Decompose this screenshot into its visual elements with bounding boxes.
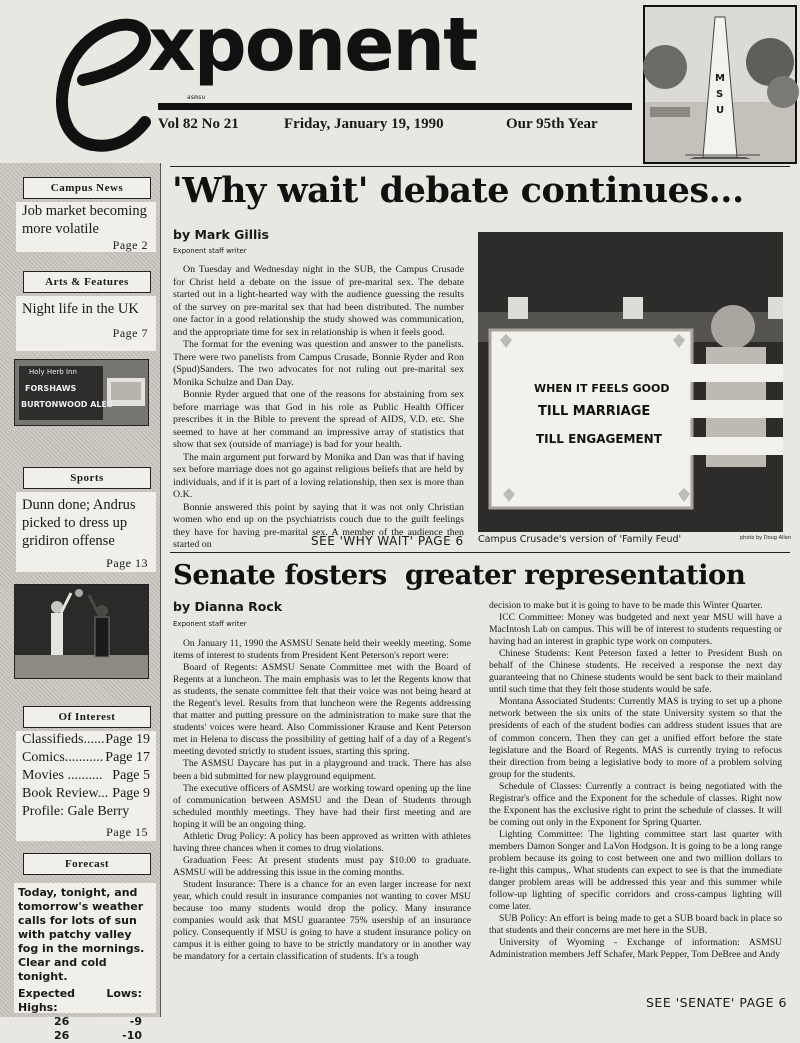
section-label-sports: Sports xyxy=(23,467,151,489)
sign-line: WHEN IT FEELS GOOD xyxy=(534,382,670,395)
story2-credit: Exponent staff writer xyxy=(173,620,247,628)
story2-jump[interactable]: SEE 'SENATE' PAGE 6 xyxy=(646,995,787,1010)
pub-sign-line: BURTONWOOD ALES xyxy=(21,400,113,409)
story2-paragraph: University of Wyoming - Exchange of information: ASMSU Administration members Jeff Schafer, Mark Pepper, Tom DeBree and Andy xyxy=(489,937,782,961)
story2-paragraph: Graduation Fees: At present students must pay $10.00 to graduate. ASMSU will be addressing this issue in the coming months. xyxy=(173,854,471,878)
photo-credit: photo by Doug Allen xyxy=(740,535,792,541)
monument-letter: M xyxy=(715,73,725,84)
profile-page: Page 15 xyxy=(106,825,148,839)
story2-column-1 xyxy=(173,638,471,1014)
pub-sign-line: FORSHAWS xyxy=(25,384,77,393)
logo-e-glyph xyxy=(38,10,148,150)
sports-box xyxy=(16,492,156,572)
forecast-high: 26 xyxy=(54,1029,70,1042)
index-page: Page 9 xyxy=(112,786,150,801)
story1-paragraph: Bonnie Ryder argued that one of the reasons for abstaining from sex before marriage was that God in his role as Public Health Officer prescribes it in the Bible to prevent the spread of AIDS, V.D. etc. She seemed to have at her command an impressive array of statistics that show that sex (outside of marriage) is bad for your health. xyxy=(173,389,464,450)
masthead-rule xyxy=(158,103,632,110)
forecast-high: 26 xyxy=(54,1015,70,1028)
lows-label: Lows: xyxy=(106,987,142,1000)
section-label-campus-news: Campus News xyxy=(23,177,151,199)
index-page: Page 17 xyxy=(105,750,150,765)
highs-label: Expected Highs: xyxy=(18,987,76,1014)
campus-news-box xyxy=(16,202,156,252)
index-row[interactable] xyxy=(16,803,156,821)
masthead xyxy=(0,0,800,163)
forecast-text: Today, tonight, and tomorrow's weather calls for lots of sun with patchy valley fog in the mornings. Clear and cold tonight. xyxy=(18,886,145,983)
story2-paragraph: Student Insurance: There is a chance for an even larger increase for next year, which could result in insurance companies not wanting to cover MSU because too many students would drop the policy. Many insurance companies would ask that MSU guarantee 75% usership of an insurance policy. Consequently if MSU is going to have a student insurance policy on campus it is either going to have to be strictly mandatory or in another way be mandatory for a certain classification of students. It's a tough xyxy=(173,878,471,963)
story2-paragraph: decision to make but it is going to have to be made this Winter Quarter. xyxy=(489,600,763,611)
story2-paragraph: Schedule of Classes: Currently a contract is being negotiated with the Registrar's office and the Exponent for the schedule of classes. Right now the Exponent has the exclusive right to print the schedule of classes. It will be coming out only in the Exponent for Spring Quarter. xyxy=(489,780,782,828)
index-page: Page 19 xyxy=(105,732,150,747)
index-page: Page 5 xyxy=(112,768,150,783)
section-label-of-interest: Of Interest xyxy=(23,706,151,728)
story2-paragraph: The ASMSU Daycare has put in a playground and track. There has also been a bid submitted for new playground equipment. xyxy=(173,758,471,782)
story2-paragraph: SUB Policy: An effort is being made to get a SUB board back in place so that students and their concerns are met here in the SUB. xyxy=(489,913,782,937)
forecast-box xyxy=(14,883,156,1042)
index-name: Profile: Gale Berry xyxy=(22,804,130,819)
story1-paragraph: The main argument put forward by Monika and Dan was that if having sex before marriage does not go against religious beliefs that are held by individuals, and if it is part of a loving relationship, then sex is more than O.K. xyxy=(173,451,464,500)
index-row[interactable] xyxy=(16,749,156,767)
story1-paragraph: On Tuesday and Wednesday night in the SUB, the Campus Crusade for Christ held a debate on the issue of pre-marital sex. The debate started out in a light-hearted way with the audience guessing the results of the survey on pre-marital sex that had been distributed. The number one factor in a good relationship the study showed was communication, and the appropriate time for sex in relationship is when it feels good. xyxy=(173,264,464,338)
forecast-row xyxy=(14,1029,156,1043)
story2-paragraph: Athletic Drug Policy: A policy has been approved as written with athletes having three chances when it comes to drug violations. xyxy=(173,830,471,854)
campus-news-page: Page 2 xyxy=(112,238,148,252)
campus-news-teaser[interactable]: Job market becoming more volatile xyxy=(22,203,147,237)
monument-photo xyxy=(643,5,797,164)
arts-teaser[interactable]: Night life in the UK xyxy=(22,301,139,317)
pub-sign-photo xyxy=(14,359,149,426)
sports-teaser[interactable]: Dunn done; Andrus picked to dress up gridiron offense xyxy=(22,497,136,549)
story2-paragraph: The executive officers of ASMSU are working toward opening up the line of communication between ASMSU and the Dean of Students through scheduled monthly meetings. They have had their first meeting and are hoping it will be an ongoing thing. xyxy=(173,782,471,830)
story2-paragraph: ICC Committee: Money was budgeted and next year MSU will have a MacIntosh Lab on campus. This will be of interest to students requesting or having had an interest in graphic type work on computers. xyxy=(489,612,782,648)
forecast-row xyxy=(14,1015,156,1029)
story1-credit: Exponent staff writer xyxy=(173,247,247,255)
sports-page: Page 13 xyxy=(106,556,148,570)
index-name: Book Review... xyxy=(22,786,109,801)
arts-box xyxy=(16,296,156,351)
of-interest-box xyxy=(16,731,156,841)
story2-paragraph: Montana Associated Students: Currently MAS is trying to set up a phone network between the six units of the state University system so that the presidents of each of the student bodies can address student issues that are of common concern. Then they can get a unified effort before the state legislature and the Board of Regents. MAS is currently trying to refocus their direction from being a legislative body to more of a problem solving group for the students. xyxy=(489,696,782,780)
sign-line: TILL ENGAGEMENT xyxy=(536,432,662,446)
basketball-illustration xyxy=(15,585,148,678)
volume-number: Vol 82 No 21 xyxy=(158,116,239,132)
arts-page: Page 7 xyxy=(112,326,148,340)
mid-rule xyxy=(170,552,790,553)
section-label-forecast: Forecast xyxy=(23,853,151,875)
sign-line: TILL MARRIAGE xyxy=(538,404,651,419)
monument-letter: U xyxy=(716,105,725,116)
forecast-low: -10 xyxy=(122,1029,142,1042)
story2-paragraph: Lighting Committee: The lighting committee start last quarter with members Damon Songer and LaVon Hodgson. It is going to be a long range problem because its going to cost between one and two million dollars to re-light this campus,. What students can expect to see is that the immediate danger problem areas will be addressed this year and this summer while follow-up lighting of specific corridors and cross-campus lighting will come later. xyxy=(489,828,782,913)
story2-column-2 xyxy=(489,600,782,980)
photo-caption: Campus Crusade's version of 'Family Feud' xyxy=(478,534,682,545)
story2-paragraph: On January 11, 1990 the ASMSU Senate held their weekly meeting. Some items of interest to students from President Kent Peterson's report were: xyxy=(173,638,471,662)
section-label-arts-features: Arts & Features xyxy=(23,271,151,293)
story1-jump[interactable]: SEE 'WHY WAIT' PAGE 6 xyxy=(311,534,464,548)
story2-headline[interactable]: Senate fosters greater representation xyxy=(173,559,746,591)
index-row[interactable] xyxy=(16,767,156,785)
anniversary: Our 95th Year xyxy=(506,116,598,132)
index-row[interactable] xyxy=(16,785,156,803)
basketball-photo xyxy=(14,584,149,679)
monument-letter: S xyxy=(716,89,724,100)
logo-wordmark: xponent xyxy=(148,2,477,88)
story1-paragraph: Bonnie answered this point by saying that it was not only Christian women who end up on the psychiatrists couch due to the guilt feelings they have for having pre-marital sex. A member of the audience then started on xyxy=(173,501,464,550)
index-name: Comics........... xyxy=(22,750,104,765)
story1-byline: by Mark Gillis xyxy=(173,227,269,242)
publisher-small: asmsu xyxy=(187,94,206,101)
story2-paragraph: Chinese Students: Kent Peterson faxed a letter to President Bush on behalf of the Chinese students. He received a response the next day guaranteeing that no Chinese students would be sent back to their mainland until such time that they felt those students would be safe. xyxy=(489,648,782,696)
index-name: Classifieds...... xyxy=(22,732,105,747)
sidebar xyxy=(0,163,161,1042)
forecast-header xyxy=(14,987,156,1015)
top-rule xyxy=(170,166,790,167)
index-name: Movies .......... xyxy=(22,768,103,783)
story2-paragraph: Board of Regents: ASMSU Senate Committee met with the Board of Regents at a luncheon. The main emphasis was to let the Regents know that as students, the senate committee felt that their voice was not being heard at the Regent's level. Results from that luncheon were the Regents addressing that matter and putting pressure on the administration to make sure that the students' voices were heard. Also Commissioner Krause and Kent Peterson met in Helena to discuss the possibility of getting half of a day of a Regent's meeting devoted strictly to student issues, starting this spring. xyxy=(173,662,471,758)
forecast-low: -9 xyxy=(129,1015,142,1028)
monument-illustration xyxy=(645,7,795,162)
story1-photo xyxy=(478,232,783,532)
index-row[interactable] xyxy=(16,731,156,749)
pub-sign-line: Holy Herb Inn xyxy=(29,368,77,376)
story2-byline: by Dianna Rock xyxy=(173,599,283,614)
story1-paragraph: The format for the evening was question and answer to the panelists. There were two panelists from Campus Crusade, Bonnie Ryder and Ron (Spud)Sanders. The two advocates for not ruling out pre-marital sex Monika Schulze and Dan Day. xyxy=(173,339,464,388)
story1-headline[interactable]: 'Why wait' debate continues... xyxy=(172,170,744,211)
issue-date: Friday, January 19, 1990 xyxy=(284,116,444,132)
